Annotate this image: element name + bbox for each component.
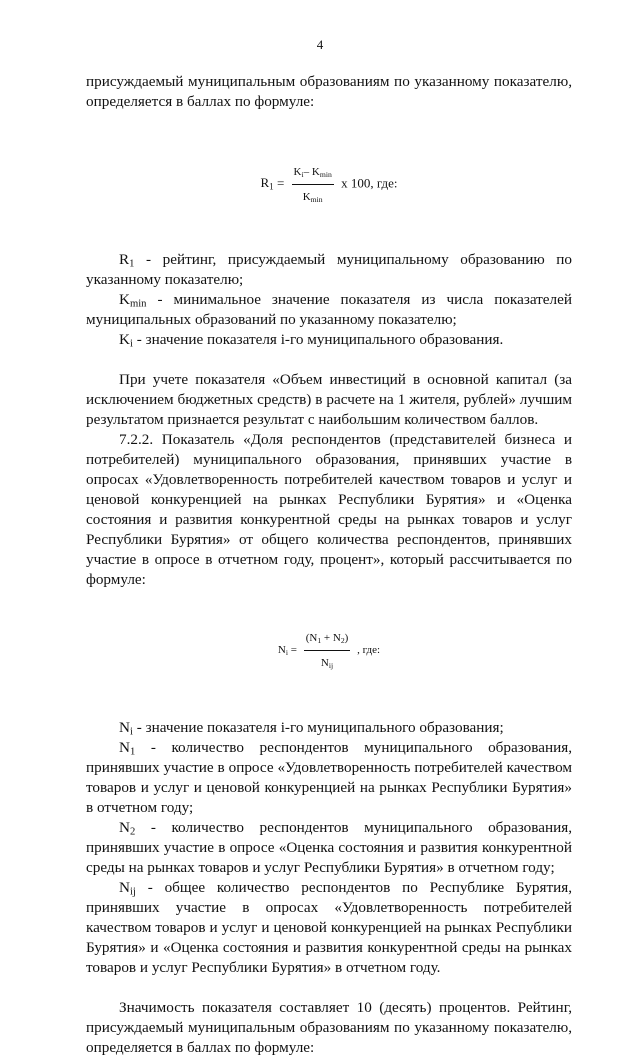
page-number: 4	[316, 37, 324, 52]
definition-nij: $N_{ij}$ - общее количество респондентов по Республике Бурятия, принявших участие в опросах «Удовлетворенность потребителей качеством товаров и услуг и ценовой конкуренцией на рынках Республики Бурятия» и «Оценка состояния и развития конкурентной среды на рынках товаров и услуг Республики Бурятия» в отчетном году.	[86, 879, 572, 976]
definition-r1: $R_1$ - рейтинг, присуждаемый муниципальному образованию по указанному показателю;	[86, 251, 572, 288]
formula-tail: , где:	[357, 644, 381, 657]
formula-fraction	[304, 628, 351, 673]
formula-fraction	[292, 162, 334, 207]
formula-denominator: $N_{ij}$	[320, 657, 334, 670]
section-7-2-2-paragraph: 7.2.2. Показатель «Доля респондентов (представителей бизнеса и потребителей) муниципального образования, принявших участие в опросах «Удовлетворенность потребителей качеством товаров и услуг и ценовой конкуренцией на рынках Республики Бурятия» и «Оценка состояния и развития конкурентной среды на рынках товаров и услуг Республики Бурятия» от общего количества респондентов, принявших участие в опросе в отчетном году, процент», который рассчитывается по формуле:	[86, 431, 572, 588]
definition-ni: $N_i$ - значение показателя i-го муниципального образования;	[119, 719, 504, 738]
formula-denominator: $K_{min}$	[302, 191, 323, 204]
definition-n1: $N_1$ - количество респондентов муниципального образования, принявших участие в опросе «Удовлетворенность потребителей качеством товаров и услуг и ценовой конкуренцией на рынках Республики Бурятия» в отчетном году;	[86, 739, 572, 816]
formula-lhs: $R_1$	[260, 175, 274, 192]
significance-paragraph: Значимость показателя составляет 10 (десять) процентов. Рейтинг, присуждаемый муниципальным образованиям по указанному показателю, определяется в баллах по формуле:	[86, 999, 572, 1056]
formula-numerator: $(N_1 + N_2)$	[304, 628, 351, 651]
formula-numerator: $K_i-$ $K_{min}$	[292, 162, 334, 185]
formula-equals: =	[276, 175, 285, 191]
intro-paragraph: присуждаемый муниципальным образованиям по указанному показателю, определяется в баллах по формуле:	[86, 73, 572, 110]
investment-paragraph: При учете показателя «Объем инвестиций в основной капитал (за исключением бюджетных средств) в расчете на 1 жителя, рублей» лучшим результатом признается результат с наибольшим количеством баллов.	[86, 371, 572, 428]
formula-tail: x 100, где:	[341, 175, 398, 191]
definition-n2: $N_2$ - количество респондентов муниципального образования, принявших участие в опросе «Оценка состояния и развития конкурентной среды на рынках товаров и услуг Республики Бурятия» в отчетном году;	[86, 819, 572, 876]
formula-lhs: $N_i$	[277, 644, 288, 657]
definition-kmin: $K_{min}$ - минимальное значение показателя из числа показателей муниципальных образований по указанному показателю;	[86, 291, 572, 328]
share-formula	[86, 628, 572, 673]
page-content	[86, 72, 572, 1058]
rating-formula	[86, 162, 572, 207]
definition-ki: $K_i$ - значение показателя i-го муниципального образования.	[119, 331, 504, 350]
formula-equals: =	[290, 644, 297, 657]
